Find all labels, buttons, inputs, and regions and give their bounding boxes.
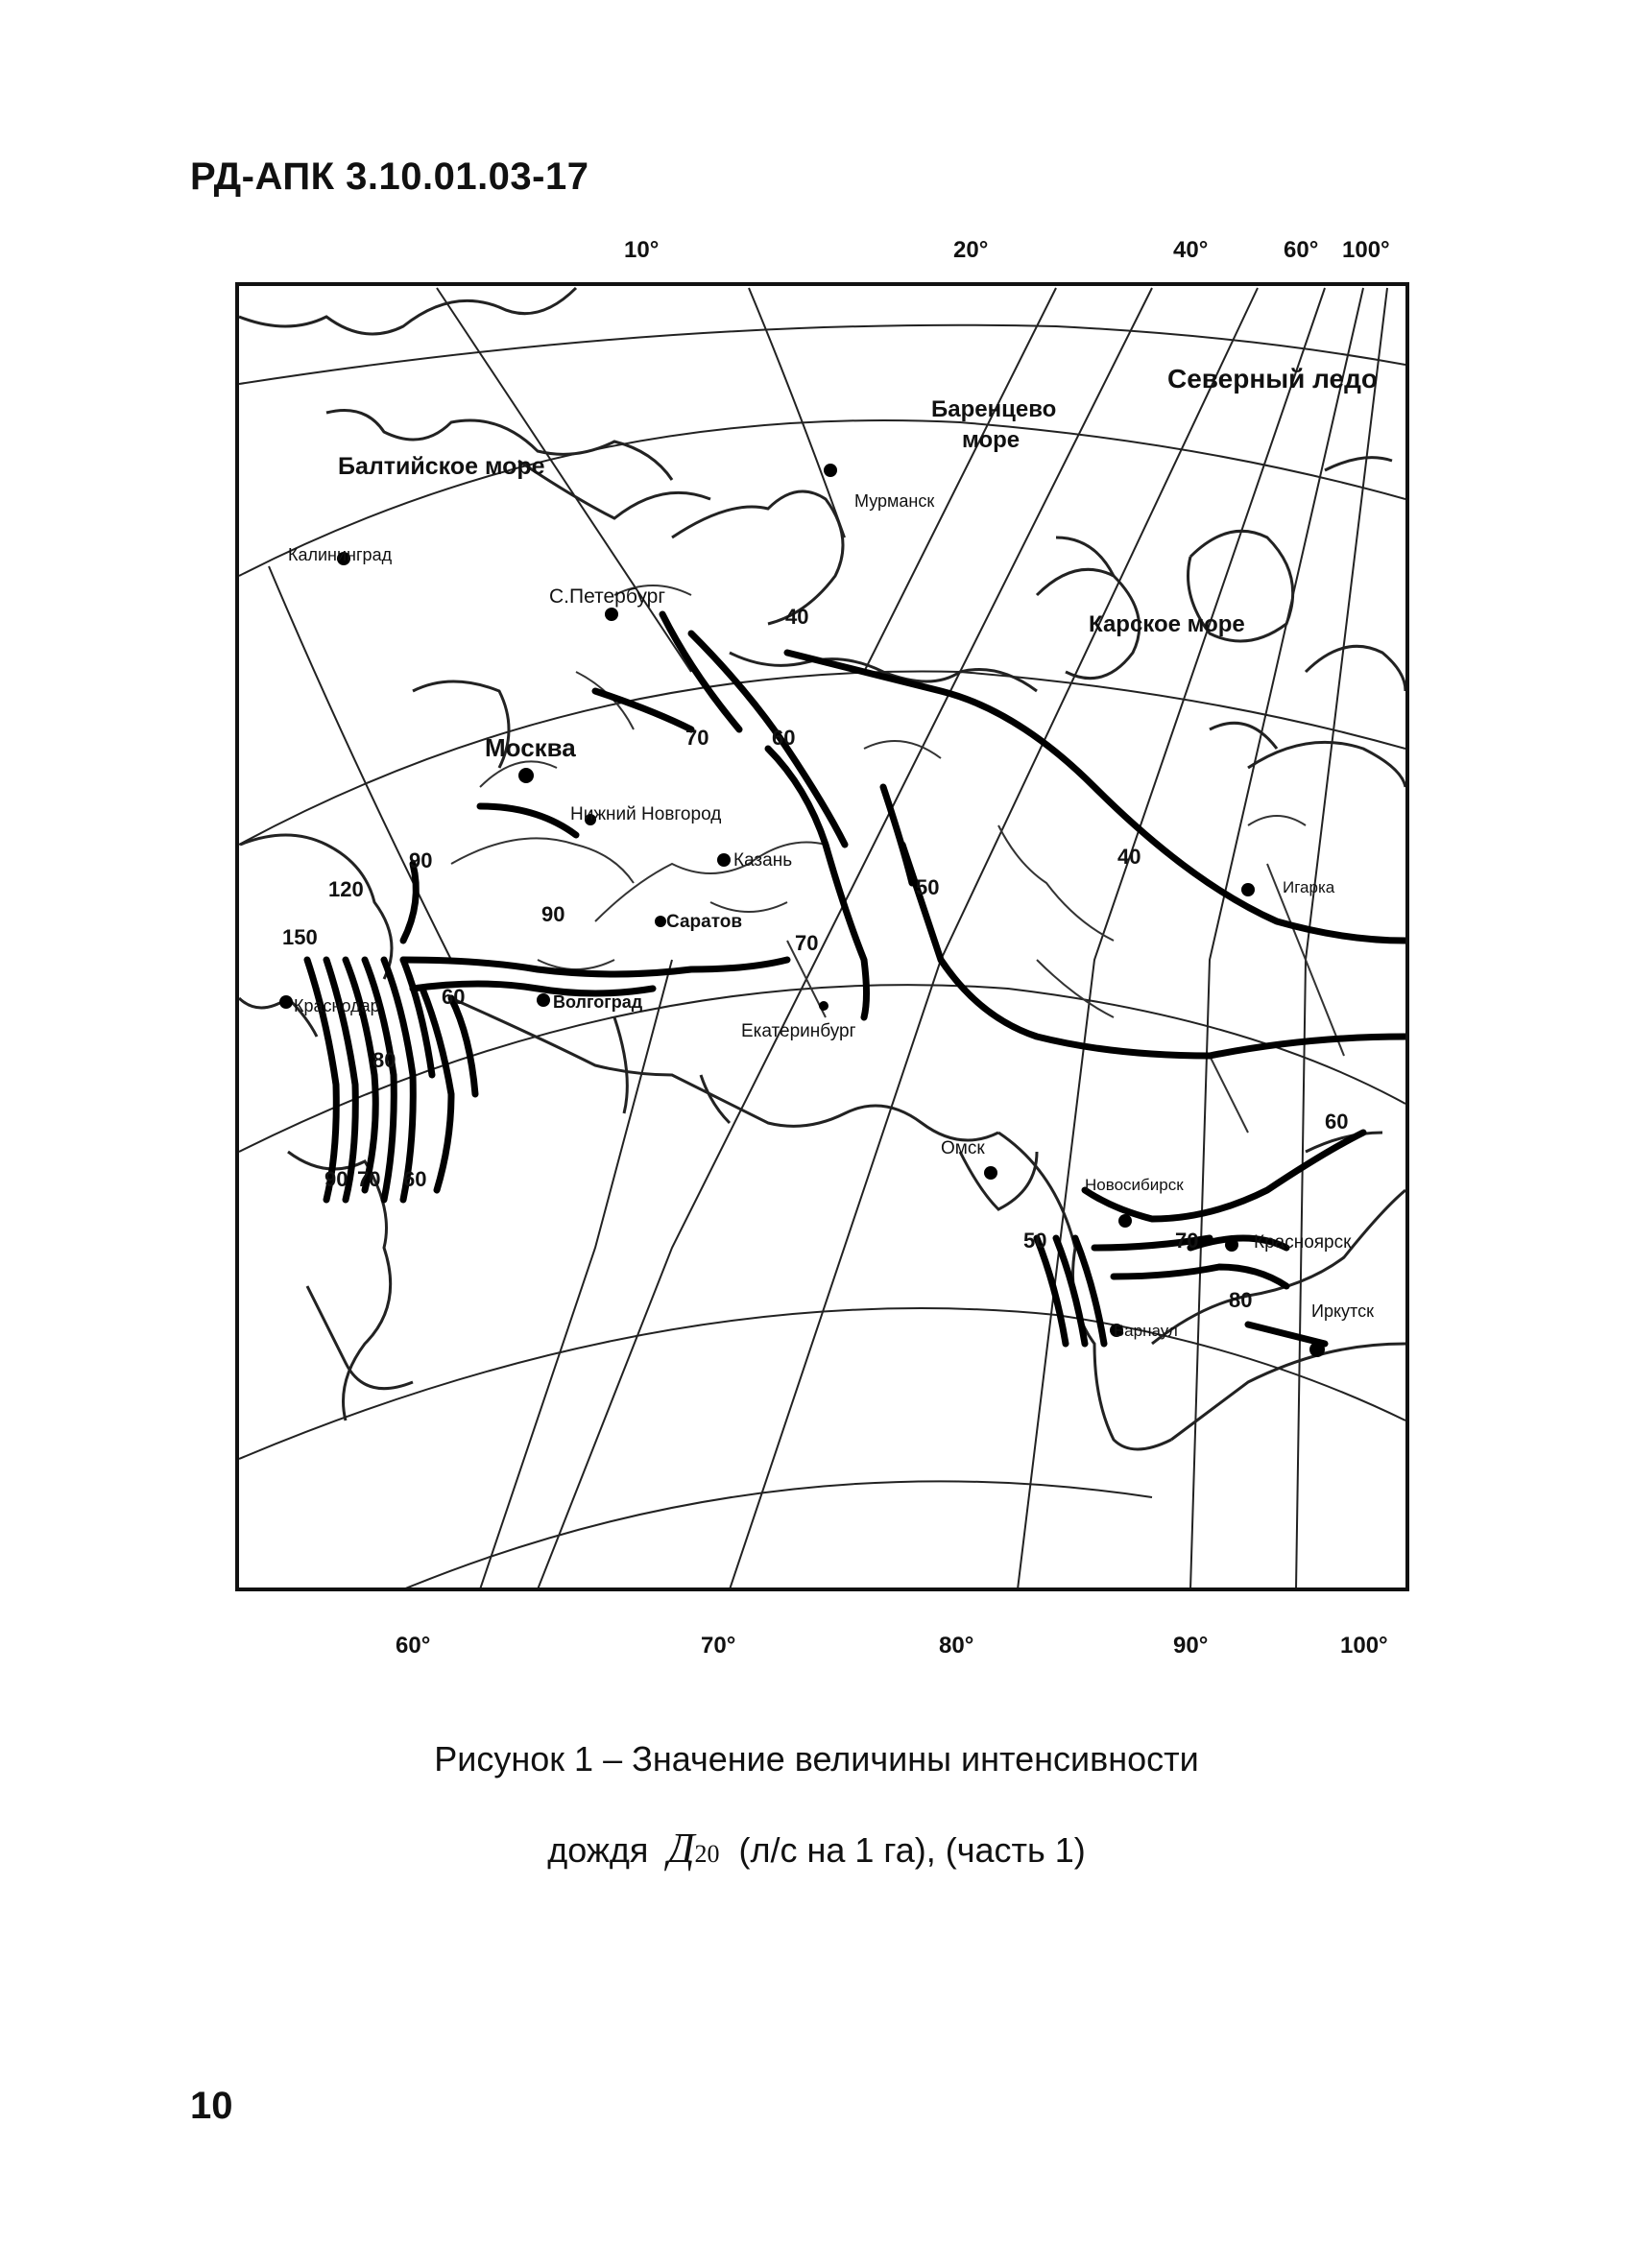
map-content bbox=[239, 288, 1405, 1589]
document-code-header: РД-АПК 3.10.01.03-17 bbox=[190, 155, 589, 198]
graticule-meridians bbox=[269, 288, 1387, 1589]
isoline-value: 120 bbox=[328, 877, 364, 901]
isoline-value: 150 bbox=[282, 925, 318, 949]
isoline-value: 60 bbox=[1325, 1110, 1349, 1134]
bottom-degree-label: 90° bbox=[1173, 1633, 1209, 1659]
isoline-value: 90 bbox=[541, 902, 565, 926]
isoline-value: 50 bbox=[1023, 1229, 1047, 1253]
figure-caption-line2 bbox=[0, 1824, 1633, 1873]
isoline-value: 70 bbox=[1175, 1229, 1199, 1253]
caption-text-after: (л/с на 1 га), (часть 1) bbox=[738, 1830, 1086, 1870]
top-degree-label: 100° bbox=[1342, 237, 1390, 263]
isoline-value: 40 bbox=[785, 605, 809, 629]
city-label: Екатеринбург bbox=[741, 1021, 856, 1041]
city-label: Новосибирск bbox=[1085, 1176, 1184, 1194]
isoline-value: 50 bbox=[916, 875, 940, 899]
city-label: Казань bbox=[733, 850, 793, 871]
city-label: Москва bbox=[485, 733, 576, 762]
city-label: Краснодар bbox=[294, 996, 380, 1015]
city-label: Волгоград bbox=[553, 992, 643, 1012]
sea-label-arctic: Северный ледо bbox=[1167, 364, 1378, 394]
bottom-degree-label: 100° bbox=[1340, 1633, 1388, 1659]
sea-label-barents: Баренцево bbox=[931, 396, 1057, 422]
top-degree-label: 20° bbox=[953, 237, 989, 263]
rain-intensity-symbol: Д bbox=[667, 1825, 695, 1872]
isoline-value: 60 bbox=[442, 985, 466, 1009]
city-label: Красноярск bbox=[1254, 1232, 1352, 1253]
city-label: Мурманск bbox=[854, 491, 935, 511]
isoline-value: 80 bbox=[1229, 1288, 1253, 1312]
sea-label-barents: море bbox=[962, 427, 1021, 453]
page-number: 10 bbox=[190, 2085, 233, 2127]
city-label: С.Петербург bbox=[549, 585, 665, 608]
bottom-degree-label: 60° bbox=[396, 1633, 431, 1659]
isoline-value: 70 bbox=[795, 931, 819, 955]
figure-caption-line1: Рисунок 1 – Значение величины интенсивности bbox=[434, 1739, 1199, 1779]
top-degree-label: 40° bbox=[1173, 237, 1209, 263]
city-markers bbox=[279, 464, 1325, 1357]
bottom-degree-label: 80° bbox=[939, 1633, 974, 1659]
isoline-value: 70 bbox=[685, 726, 709, 750]
city-label: Иркутск bbox=[1311, 1301, 1374, 1321]
city-label: Барнаул bbox=[1114, 1322, 1178, 1340]
isoline-value: 90 bbox=[409, 848, 433, 872]
isoline-value: 70 bbox=[357, 1167, 381, 1191]
sea-label-kara: Карское море bbox=[1089, 611, 1245, 637]
isoline-value: 90 bbox=[324, 1167, 348, 1191]
isoline-value: 60 bbox=[403, 1167, 427, 1191]
city-label: Калининград bbox=[288, 545, 393, 564]
top-degree-label: 10° bbox=[624, 237, 660, 263]
rain-intensity-subscript: 20 bbox=[694, 1840, 720, 1868]
isoline-value: 80 bbox=[372, 1048, 396, 1072]
city-label: Саратов bbox=[666, 912, 743, 932]
city-label: Игарка bbox=[1283, 878, 1335, 896]
caption-text-before: дождя bbox=[547, 1830, 649, 1870]
isoline-value: 40 bbox=[1117, 845, 1141, 869]
sea-label-baltic: Балтийское море bbox=[338, 453, 545, 480]
city-label: Нижний Новгород bbox=[570, 804, 722, 824]
rivers bbox=[451, 585, 1344, 1133]
city-label: Омск bbox=[941, 1138, 985, 1158]
isoline-value: 60 bbox=[772, 726, 796, 750]
bottom-degree-label: 70° bbox=[701, 1633, 736, 1659]
top-degree-label: 60° bbox=[1284, 237, 1319, 263]
